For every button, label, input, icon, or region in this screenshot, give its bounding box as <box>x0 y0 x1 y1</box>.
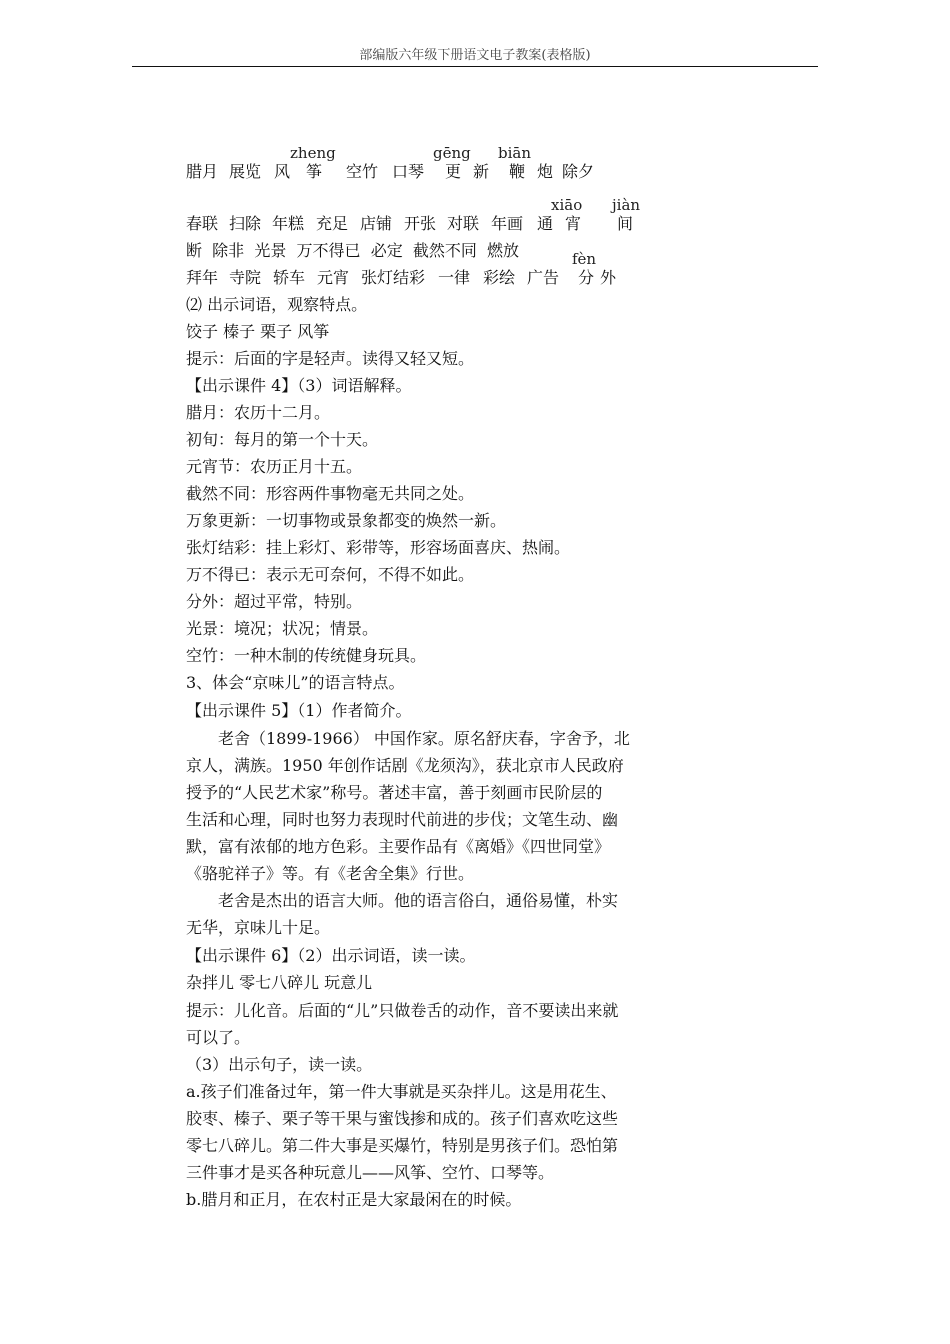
text-line: 提示：儿化音。后面的“儿”只做卷舌的动作，音不要读出来就 <box>186 1001 619 1020</box>
text-line: 饺子 榛子 栗子 风筝 <box>186 322 330 341</box>
text-line: 胶枣、榛子、栗子等干果与蜜饯掺和成的。孩子们喜欢吃这些 <box>186 1109 619 1128</box>
vocab-word: 新 <box>473 162 490 181</box>
bio-line: 老舍（1899-1966） 中国作家。原名舒庆春，字舍予，北 <box>218 729 630 748</box>
vocab-row-3: 断 除非 光景 万不得已 必定 截然不同 燃放 <box>186 241 520 260</box>
text-line: 光景：境况；状况；情景。 <box>186 619 379 638</box>
text-line: 零七八碎儿。第二件大事是买爆竹，特别是男孩子们。恐怕第 <box>186 1136 619 1155</box>
text-line: 腊月：农历十二月。 <box>186 403 331 422</box>
page-header: 部编版六年级下册语文电子教案(表格版) <box>359 48 591 63</box>
bio-line: 老舍是杰出的语言大师。他的语言俗白，通俗易懂，朴实 <box>218 891 619 910</box>
vocab-word: 一律 <box>438 268 471 287</box>
pinyin-jian: jiàn <box>612 196 641 214</box>
vocab-word: 张灯结彩 <box>361 268 426 287</box>
vocab-word: 空竹 <box>346 162 379 181</box>
text-line: 【出示课件 5】（1）作者简介。 <box>186 701 412 720</box>
text-line: 万象更新：一切事物或景象都变的焕然一新。 <box>186 511 507 530</box>
vocab-word: 腊月 <box>186 162 219 181</box>
vocab-word: 春联 <box>186 214 219 233</box>
vocab-word: 轿车 <box>273 268 306 287</box>
text-line: 初旬：每月的第一个十天。 <box>186 430 379 449</box>
vocab-word: 年糕 <box>272 214 305 233</box>
vocab-word: 口琴 <box>392 162 425 181</box>
vocab-word: 广告 <box>527 268 560 287</box>
text-line: （3）出示句子，读一读。 <box>186 1055 373 1074</box>
bio-line: 授予的“人民艺术家”称号。著述丰富，善于刻画市民阶层的 <box>186 783 603 802</box>
text-line: 张灯结彩：挂上彩灯、彩带等，形容场面喜庆、热闹。 <box>186 538 571 557</box>
text-line: 杂拌儿 零七八碎儿 玩意儿 <box>186 973 373 992</box>
vocab-word: 风 <box>274 162 291 181</box>
section-heading: 3、体会“京味儿”的语言特点。 <box>186 673 405 692</box>
bio-line: 无华，京味儿十足。 <box>186 918 331 937</box>
vocab-word: 宵 <box>565 214 582 233</box>
vocab-word: 间 <box>617 214 634 233</box>
text-line: 空竹：一种木制的传统健身玩具。 <box>186 646 427 665</box>
vocab-word: 年画 <box>491 214 524 233</box>
vocab-word: 寺院 <box>229 268 262 287</box>
text-line: 【出示课件 6】（2）出示词语，读一读。 <box>186 946 476 965</box>
bio-line: 生活和心理，同时也努力表现时代前进的步伐；文笔生动、幽 <box>186 810 619 829</box>
vocab-word: 扫除 <box>229 214 262 233</box>
pinyin-fen: fèn <box>572 250 597 268</box>
text-line: 可以了。 <box>186 1028 251 1047</box>
vocab-word: 通 <box>537 214 554 233</box>
text-line: 截然不同：形容两件事物毫无共同之处。 <box>186 484 475 503</box>
vocab-word: 展览 <box>229 162 262 181</box>
pinyin-geng: gēng <box>433 144 471 162</box>
text-line: 万不得已：表示无可奈何，不得不如此。 <box>186 565 475 584</box>
vocab-word: 筝 <box>306 162 323 181</box>
pinyin-zheng: zheng <box>290 144 336 162</box>
text-line: 分外：超过平常，特别。 <box>186 592 363 611</box>
vocab-word: 除夕 <box>562 162 595 181</box>
bio-line: 默，富有浓郁的地方色彩。主要作品有《离婚》《四世同堂》 <box>186 837 611 856</box>
vocab-word: 充足 <box>316 214 349 233</box>
vocab-word: 元宵 <box>317 268 350 287</box>
vocab-word: 彩绘 <box>483 268 516 287</box>
text-line: 元宵节：农历正月十五。 <box>186 457 363 476</box>
vocab-word: 鞭 <box>509 162 526 181</box>
text-line: b.腊月和正月，在农村正是大家最闲在的时候。 <box>186 1190 522 1209</box>
text-line: 提示：后面的字是轻声。读得又轻又短。 <box>186 349 475 368</box>
vocab-word: 店铺 <box>360 214 393 233</box>
header-rule <box>132 66 818 67</box>
bio-line: 《骆驼祥子》等。有《老舍全集》行世。 <box>186 864 475 883</box>
text-line: ⑵ 出示词语，观察特点。 <box>186 295 368 314</box>
text-line: 三件事才是买各种玩意儿——风筝、空竹、口琴等。 <box>186 1163 555 1182</box>
vocab-word: 更 <box>445 162 462 181</box>
bio-line: 京人，满族。1950 年创作话剧《龙须沟》，获北京市人民政府 <box>186 756 624 775</box>
vocab-word: 分 <box>578 268 595 287</box>
vocab-word: 开张 <box>404 214 437 233</box>
vocab-word: 炮 <box>537 162 554 181</box>
text-line: a.孩子们准备过年，第一件大事就是买杂拌儿。这是用花生、 <box>186 1082 617 1101</box>
pinyin-xiao: xiāo <box>551 196 583 214</box>
text-line: 【出示课件 4】（3）词语解释。 <box>186 376 412 395</box>
pinyin-bian: biān <box>498 144 532 162</box>
vocab-word: 外 <box>600 268 617 287</box>
vocab-word: 拜年 <box>186 268 219 287</box>
vocab-word: 对联 <box>447 214 480 233</box>
